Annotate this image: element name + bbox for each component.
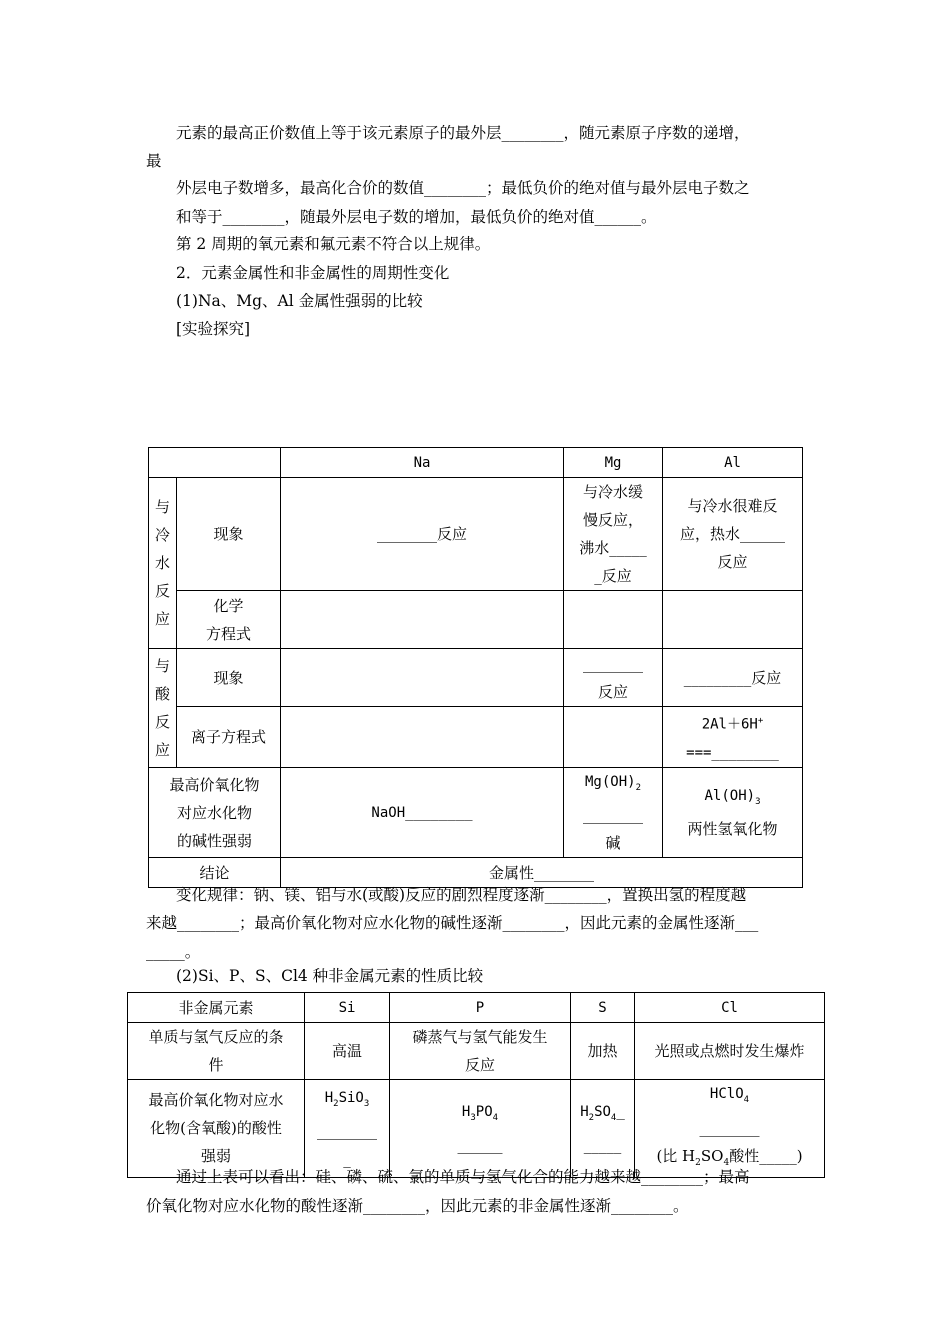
paragraph-line: 元素的最高正价数值上等于该元素原子的最外层________，随元素原子序数的递增， bbox=[176, 124, 750, 142]
conclusion-label: 结论 bbox=[149, 858, 281, 888]
cl-acid: HClO$_4$ ________ (比 $H_2SO_4$酸性_____) bbox=[635, 1080, 825, 1178]
table-row bbox=[128, 1023, 825, 1080]
table-row bbox=[149, 478, 803, 591]
header-mg: Mg bbox=[564, 448, 663, 478]
conclusion-value: 金属性________ bbox=[281, 858, 803, 888]
table-row bbox=[149, 649, 803, 707]
section-heading: 2．元素金属性和非金属性的周期性变化 bbox=[176, 264, 450, 282]
phenomenon-label: 现象 bbox=[177, 649, 281, 707]
na-equation-cell bbox=[281, 591, 564, 649]
s-acid: $H_2SO_4\_$ _____ bbox=[571, 1080, 635, 1178]
al-ionic-equation: 2Al＋6H+ ===________ bbox=[663, 707, 803, 768]
na-cold-water-phenomenon: ________反应 bbox=[281, 478, 564, 591]
header-al: Al bbox=[663, 448, 803, 478]
ionic-equation-label: 离子方程式 bbox=[177, 707, 281, 768]
paragraph-line: 变化规律：钠、镁、铝与水(或酸)反应的剧烈程度逐渐________，置换出氢的程度越 bbox=[176, 886, 747, 904]
paragraph-line: 第 2 周期的氧元素和氟元素不符合以上规律。 bbox=[176, 235, 491, 253]
equation-label: 化学 方程式 bbox=[177, 591, 281, 649]
s-hydrogen-condition: 加热 bbox=[571, 1023, 635, 1080]
al-hydroxide: $Al(OH)_3$ 两性氢氧化物 bbox=[663, 767, 803, 858]
mg-equation-cell bbox=[564, 591, 663, 649]
paragraph-line: 价氧化物对应水化物的酸性逐渐________，因此元素的非金属性逐渐________。 bbox=[146, 1197, 689, 1215]
header-blank bbox=[149, 448, 281, 478]
header-si: Si bbox=[305, 993, 390, 1023]
mg-cold-water-phenomenon: 与冷水缓 慢反应， 沸水_____ _反应 bbox=[564, 478, 663, 591]
al-acid-phenomenon: _________反应 bbox=[663, 649, 803, 707]
nonmetal-comparison-table bbox=[127, 992, 825, 1178]
mg-hydroxide: $Mg(OH)_2$ ________ 碱 bbox=[564, 767, 663, 858]
header-p: P bbox=[390, 993, 571, 1023]
metal-comparison-table bbox=[148, 447, 803, 888]
table-row bbox=[128, 1080, 825, 1178]
p-acid: $H_3PO_4$ ______ bbox=[390, 1080, 571, 1178]
table-row bbox=[128, 993, 825, 1023]
table-row bbox=[149, 591, 803, 649]
table-row bbox=[149, 707, 803, 768]
paragraph-line: 最 bbox=[146, 152, 162, 170]
paragraph-line: _____。 bbox=[146, 943, 201, 961]
acid-group-label: 与 酸 反 应 bbox=[149, 649, 177, 768]
na-acid-phenomenon bbox=[281, 649, 564, 707]
si-acid: $H_2SiO_3$ ________ _ bbox=[305, 1080, 390, 1178]
paragraph-line: 外层电子数增多，最高化合价的数值________；最低负价的绝对值与最外层电子数之 bbox=[176, 179, 750, 197]
header-s: S bbox=[571, 993, 635, 1023]
cl-hydrogen-condition: 光照或点燃时发生爆炸 bbox=[635, 1023, 825, 1080]
table-row bbox=[149, 767, 803, 858]
na-ionic-equation bbox=[281, 707, 564, 768]
subsection-heading: (2)Si、P、S、Cl4 种非金属元素的性质比较 bbox=[176, 967, 484, 985]
hydroxide-label: 最高价氧化物 对应水化物 的碱性强弱 bbox=[149, 767, 281, 858]
header-na: Na bbox=[281, 448, 564, 478]
acidity-label: 最高价氧化物对应水 化物(含氧酸)的酸性 强弱 bbox=[128, 1080, 305, 1178]
al-equation-cell bbox=[663, 591, 803, 649]
hydrogen-reaction-label: 单质与氢气反应的条 件 bbox=[128, 1023, 305, 1080]
header-cl: Cl bbox=[635, 993, 825, 1023]
header-label: 非金属元素 bbox=[128, 993, 305, 1023]
experiment-label: [实验探究] bbox=[176, 320, 251, 338]
al-cold-water-phenomenon: 与冷水很难反 应，热水______ 反应 bbox=[663, 478, 803, 591]
paragraph-line: 和等于________，随最外层电子数的增加，最低负价的绝对值______。 bbox=[176, 208, 657, 226]
p-hydrogen-condition: 磷蒸气与氢气能发生 反应 bbox=[390, 1023, 571, 1080]
phenomenon-label: 现象 bbox=[177, 478, 281, 591]
paragraph-line: 通过上表可以看出：硅、磷、硫、氯的单质与氢气化合的能力越来越________；最高 bbox=[176, 1168, 750, 1186]
table-row bbox=[149, 448, 803, 478]
mg-ionic-equation bbox=[564, 707, 663, 768]
cold-water-group-label: 与 冷 水 反 应 bbox=[149, 478, 177, 649]
na-hydroxide: NaOH________ bbox=[281, 767, 564, 858]
subsection-heading: (1)Na、Mg、Al 金属性强弱的比较 bbox=[176, 292, 423, 310]
paragraph-line: 来越________；最高价氧化物对应水化物的碱性逐渐________，因此元素的金属性逐渐___ bbox=[146, 914, 759, 932]
mg-acid-phenomenon: ________ 反应 bbox=[564, 649, 663, 707]
si-hydrogen-condition: 高温 bbox=[305, 1023, 390, 1080]
